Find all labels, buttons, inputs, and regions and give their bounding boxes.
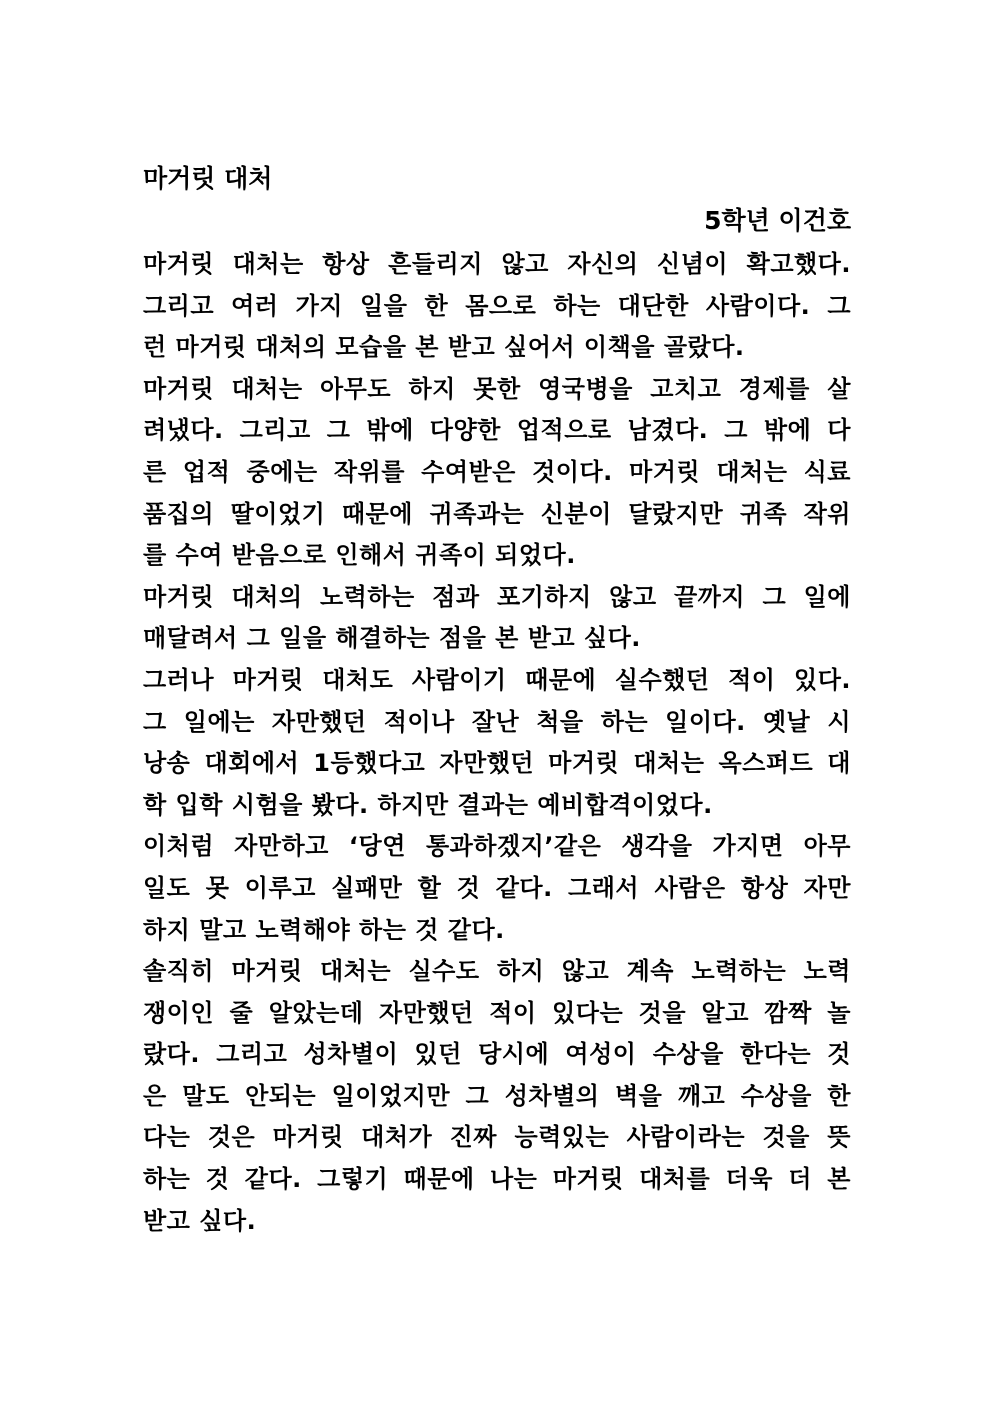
body-line: 른 업적 중에는 작위를 수여받은 것이다. 마거릿 대처는 식료 <box>143 457 851 486</box>
body-line: 마거릿 대처의 노력하는 점과 포기하지 않고 끝까지 그 일에 <box>143 582 851 611</box>
body-line: 하는 것 같다. 그렇기 때문에 나는 마거릿 대처를 더욱 더 본 <box>143 1165 851 1194</box>
body-line: 학 입학 시험을 봤다. 하지만 결과는 예비합격이었다. <box>143 790 713 819</box>
body-line: 그리고 여러 가지 일을 한 몸으로 하는 대단한 사람이다. 그 <box>143 291 851 320</box>
body-line: 그러나 마거릿 대처도 사람이기 때문에 실수했던 적이 있다. <box>143 665 851 694</box>
body-line: 일도 못 이루고 실패만 할 것 같다. 그래서 사람은 항상 자만 <box>143 873 851 902</box>
body-line: 받고 싶다. <box>143 1206 257 1235</box>
body-line: 품집의 딸이었기 때문에 귀족과는 신분이 달랐지만 귀족 작위 <box>143 499 851 528</box>
body-line: 를 수여 받음으로 인해서 귀족이 되었다. <box>143 541 576 570</box>
body-line: 매달려서 그 일을 해결하는 점을 본 받고 싶다. <box>143 624 641 653</box>
author-line: 5학년 이건호 <box>704 206 851 235</box>
body-line: 마거릿 대처는 항상 흔들리지 않고 자신의 신념이 확고했다. <box>143 250 851 278</box>
document-page <box>143 158 851 1242</box>
body-line: 쟁이인 줄 알았는데 자만했던 적이 있다는 것을 알고 깜짝 놀 <box>143 998 851 1027</box>
body-line: 낭송 대회에서 1등했다고 자만했던 마거릿 대처는 옥스퍼드 대 <box>143 749 851 778</box>
body-line: 하지 말고 노력해야 하는 것 같다. <box>143 915 505 944</box>
body-line: 런 마거릿 대처의 모습을 본 받고 싶어서 이책을 골랐다. <box>143 333 745 362</box>
body-line: 려냈다. 그리고 그 밖에 다양한 업적으로 남겼다. 그 밖에 다 <box>143 416 851 445</box>
body-line: 이처럼 자만하고 ‘당연 통과하겠지’같은 생각을 가지면 아무 <box>143 832 851 861</box>
body-line: 랐다. 그리고 성차별이 있던 당시에 여성이 수상을 한다는 것 <box>143 1040 851 1069</box>
document-title: 마거릿 대처 <box>143 164 273 193</box>
body-line: 은 말도 안되는 일이었지만 그 성차별의 벽을 깨고 수상을 한 <box>143 1081 851 1110</box>
body-line: 마거릿 대처는 아무도 하지 못한 영국병을 고치고 경제를 살 <box>143 374 851 403</box>
body-line: 그 일에는 자만했던 적이나 잘난 척을 하는 일이다. 옛날 시 <box>143 707 851 736</box>
body-line: 다는 것은 마거릿 대처가 진짜 능력있는 사람이라는 것을 뜻 <box>143 1123 851 1152</box>
body-line: 솔직히 마거릿 대처는 실수도 하지 않고 계속 노력하는 노력 <box>143 957 851 986</box>
document-body <box>143 244 851 1242</box>
